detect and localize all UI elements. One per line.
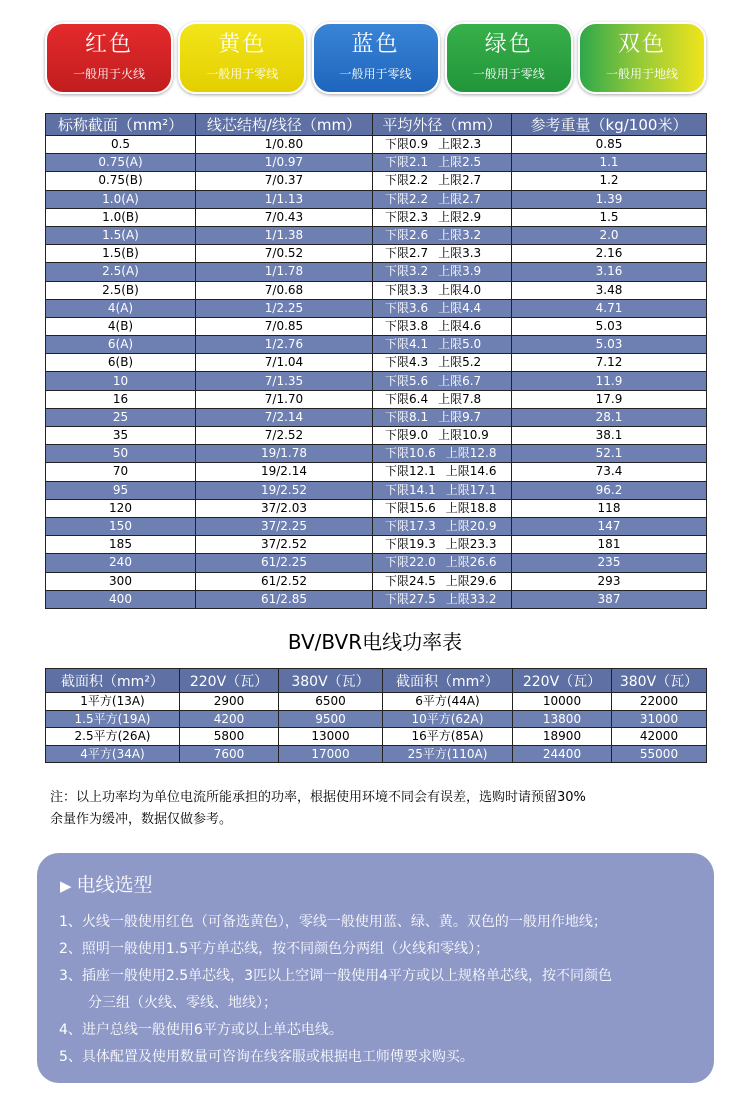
upper-limit: 上限4.4 — [438, 300, 482, 315]
cell-structure: 1/1.78 — [196, 263, 373, 281]
cell-weight: 147 — [512, 517, 707, 535]
cell-section: 120 — [46, 499, 196, 517]
cell-section: 4(A) — [46, 299, 196, 317]
color-card-blue — [312, 22, 440, 94]
table-row — [46, 317, 707, 335]
cell-weight: 3.16 — [512, 263, 707, 281]
table-row — [46, 517, 707, 535]
cell-outer-diameter — [373, 245, 512, 263]
cell-weight: 293 — [512, 572, 707, 590]
cell-outer-diameter — [373, 299, 512, 317]
header-weight: 参考重量（kg/100米） — [512, 114, 707, 136]
cell-weight: 4.71 — [512, 299, 707, 317]
cell-structure: 7/1.04 — [196, 354, 373, 372]
table-row — [46, 408, 707, 426]
upper-limit: 上限5.2 — [438, 355, 482, 370]
cell-structure: 19/2.14 — [196, 463, 373, 481]
cell-structure: 7/1.70 — [196, 390, 373, 408]
upper-limit: 上限2.9 — [438, 209, 482, 224]
lower-limit: 下限12.1 — [385, 464, 436, 479]
table-row — [46, 281, 707, 299]
table-row — [46, 536, 707, 554]
upper-limit: 上限23.3 — [445, 537, 497, 552]
cell-section: 2.5(A) — [46, 263, 196, 281]
cell-structure: 61/2.52 — [196, 572, 373, 590]
table-row — [46, 728, 707, 746]
upper-limit: 上限2.7 — [438, 191, 482, 206]
header-outer-diameter: 平均外径（mm） — [373, 114, 512, 136]
cell-area: 16平方(85A) — [383, 728, 513, 746]
power-table-body — [46, 693, 707, 763]
cell-weight: 5.03 — [512, 336, 707, 354]
cell-structure: 7/0.68 — [196, 281, 373, 299]
header-section: 标称截面（mm²） — [46, 114, 196, 136]
table-row — [46, 693, 707, 711]
cell-structure: 1/2.25 — [196, 299, 373, 317]
lower-limit: 下限27.5 — [385, 591, 436, 606]
color-usage: 一般用于零线 — [206, 67, 279, 81]
table-row — [46, 136, 707, 154]
cell-outer-diameter — [373, 390, 512, 408]
lower-limit: 下限19.3 — [385, 537, 436, 552]
upper-limit: 上限14.6 — [445, 464, 497, 479]
lower-limit: 下限2.7 — [385, 246, 429, 261]
upper-limit: 上限33.2 — [445, 591, 497, 606]
table-row — [46, 208, 707, 226]
upper-limit: 上限4.6 — [438, 318, 482, 333]
color-usage: 一般用于零线 — [339, 67, 412, 81]
header-area-left: 截面积（mm²） — [46, 669, 180, 693]
cell-structure: 7/0.85 — [196, 317, 373, 335]
cell-220v: 24400 — [513, 745, 612, 763]
spec-table-body — [46, 136, 707, 609]
cell-section: 1.0(B) — [46, 208, 196, 226]
cell-structure: 1/1.38 — [196, 226, 373, 244]
table-row — [46, 245, 707, 263]
wire-selection-panel — [37, 853, 714, 1083]
cell-380v: 31000 — [612, 710, 707, 728]
cell-outer-diameter — [373, 481, 512, 499]
power-table-title: BV/BVR电线功率表 — [287, 630, 463, 654]
header-structure: 线芯结构/线径（mm） — [196, 114, 373, 136]
upper-limit: 上限3.3 — [438, 246, 482, 261]
power-table-header — [46, 669, 707, 693]
cell-structure: 19/2.52 — [196, 481, 373, 499]
wire-color-legend — [45, 22, 706, 94]
cell-outer-diameter — [373, 336, 512, 354]
note-line: 注：以上功率均为单位电流所能承担的功率，根据使用环境不同会有误差，选购时请预留30% — [50, 790, 586, 805]
color-name: 红色 — [84, 32, 133, 57]
header-220v-right: 220V（瓦） — [513, 669, 612, 693]
lower-limit: 下限6.4 — [385, 391, 429, 406]
cell-section: 35 — [46, 427, 196, 445]
cell-weight: 28.1 — [512, 408, 707, 426]
cell-section: 6(B) — [46, 354, 196, 372]
cell-outer-diameter — [373, 154, 512, 172]
cell-section: 240 — [46, 554, 196, 572]
cell-380v: 13000 — [279, 728, 383, 746]
upper-limit: 上限2.3 — [438, 137, 482, 152]
lower-limit: 下限3.6 — [385, 300, 429, 315]
table-row — [46, 445, 707, 463]
cell-outer-diameter — [373, 190, 512, 208]
cell-380v: 6500 — [279, 693, 383, 711]
panel-heading — [60, 870, 153, 897]
cell-weight: 2.16 — [512, 245, 707, 263]
header-380v-right: 380V（瓦） — [612, 669, 707, 693]
cell-weight: 11.9 — [512, 372, 707, 390]
cell-380v: 42000 — [612, 728, 707, 746]
cell-structure: 7/1.35 — [196, 372, 373, 390]
lower-limit: 下限2.1 — [385, 155, 429, 170]
list-item: 4、进户总线一般使用6平方或以上单芯电线。 — [59, 1022, 343, 1038]
cell-area: 6平方(44A) — [383, 693, 513, 711]
upper-limit: 上限20.9 — [445, 519, 497, 534]
color-card-yellow — [178, 22, 306, 94]
list-item: 1、火线一般使用红色（可备选黄色），零线一般使用蓝、绿、黄。双色的一般用作地线； — [59, 914, 607, 930]
lower-limit: 下限2.3 — [385, 209, 429, 224]
cell-area: 4平方(34A) — [46, 745, 180, 763]
table-row — [46, 499, 707, 517]
color-usage: 一般用于地线 — [605, 67, 678, 81]
table-row — [46, 336, 707, 354]
spec-table-header — [46, 114, 707, 136]
cell-outer-diameter — [373, 445, 512, 463]
cell-weight: 1.5 — [512, 208, 707, 226]
cell-220v: 18900 — [513, 728, 612, 746]
cell-structure: 7/0.52 — [196, 245, 373, 263]
cell-section: 95 — [46, 481, 196, 499]
cell-weight: 1.2 — [512, 172, 707, 190]
lower-limit: 下限4.1 — [385, 337, 429, 352]
color-name: 蓝色 — [351, 32, 400, 57]
list-item: 分三组（火线、零线、地线）； — [88, 995, 277, 1011]
cell-structure: 37/2.52 — [196, 536, 373, 554]
upper-limit: 上限9.7 — [438, 409, 482, 424]
cell-outer-diameter — [373, 136, 512, 154]
upper-limit: 上限2.5 — [438, 155, 482, 170]
cell-area: 25平方(110A) — [383, 745, 513, 763]
cell-weight: 387 — [512, 590, 707, 608]
cell-380v: 55000 — [612, 745, 707, 763]
cell-area: 1.5平方(19A) — [46, 710, 180, 728]
cell-weight: 38.1 — [512, 427, 707, 445]
cell-area: 1平方(13A) — [46, 693, 180, 711]
color-name: 绿色 — [484, 32, 533, 57]
cell-220v: 5800 — [180, 728, 279, 746]
table-row — [46, 572, 707, 590]
cell-220v: 13800 — [513, 710, 612, 728]
upper-limit: 上限3.2 — [438, 228, 482, 243]
cell-outer-diameter — [373, 281, 512, 299]
upper-limit: 上限10.9 — [438, 428, 489, 443]
cell-weight: 235 — [512, 554, 707, 572]
lower-limit: 下限0.9 — [385, 137, 429, 152]
cell-weight: 2.0 — [512, 226, 707, 244]
table-row — [46, 190, 707, 208]
cell-weight: 3.48 — [512, 281, 707, 299]
color-usage: 一般用于零线 — [472, 67, 545, 81]
cell-outer-diameter — [373, 408, 512, 426]
cell-structure: 1/0.97 — [196, 154, 373, 172]
cell-structure: 7/0.43 — [196, 208, 373, 226]
upper-limit: 上限26.6 — [445, 555, 497, 570]
cell-220v: 7600 — [180, 745, 279, 763]
cell-section: 70 — [46, 463, 196, 481]
table-row — [46, 390, 707, 408]
cell-section: 0.75(A) — [46, 154, 196, 172]
cell-weight: 5.03 — [512, 317, 707, 335]
cell-structure: 61/2.25 — [196, 554, 373, 572]
cell-outer-diameter — [373, 427, 512, 445]
cell-weight: 118 — [512, 499, 707, 517]
cell-structure: 19/1.78 — [196, 445, 373, 463]
upper-limit: 上限17.1 — [445, 482, 497, 497]
upper-limit: 上限12.8 — [445, 446, 497, 461]
selection-list — [59, 909, 704, 1071]
lower-limit: 下限15.6 — [385, 500, 436, 515]
cell-section: 150 — [46, 517, 196, 535]
cell-weight: 73.4 — [512, 463, 707, 481]
cell-outer-diameter — [373, 354, 512, 372]
upper-limit: 上限5.0 — [438, 337, 482, 352]
cell-380v: 17000 — [279, 745, 383, 763]
cell-220v: 4200 — [180, 710, 279, 728]
lower-limit: 下限9.0 — [385, 428, 429, 443]
upper-limit: 上限2.7 — [438, 173, 482, 188]
cell-weight: 96.2 — [512, 481, 707, 499]
header-area-right: 截面积（mm²） — [383, 669, 513, 693]
cell-section: 1.0(A) — [46, 190, 196, 208]
lower-limit: 下限5.6 — [385, 373, 429, 388]
header-220v-left: 220V（瓦） — [180, 669, 279, 693]
cell-structure: 1/0.80 — [196, 136, 373, 154]
lower-limit: 下限2.2 — [385, 191, 429, 206]
power-note — [50, 787, 710, 831]
table-row — [46, 154, 707, 172]
cell-outer-diameter — [373, 463, 512, 481]
lower-limit: 下限2.2 — [385, 173, 429, 188]
cell-area: 2.5平方(26A) — [46, 728, 180, 746]
upper-limit: 上限3.9 — [438, 264, 482, 279]
cell-380v: 22000 — [612, 693, 707, 711]
lower-limit: 下限4.3 — [385, 355, 429, 370]
cell-weight: 181 — [512, 536, 707, 554]
cell-weight: 0.85 — [512, 136, 707, 154]
cell-outer-diameter — [373, 226, 512, 244]
cell-structure: 61/2.85 — [196, 590, 373, 608]
cell-weight: 52.1 — [512, 445, 707, 463]
cell-section: 10 — [46, 372, 196, 390]
lower-limit: 下限22.0 — [385, 555, 436, 570]
table-row — [46, 372, 707, 390]
cell-outer-diameter — [373, 372, 512, 390]
cell-structure: 1/1.13 — [196, 190, 373, 208]
color-card-green — [445, 22, 573, 94]
color-card-red — [45, 22, 173, 94]
panel-title: 电线选型 — [76, 874, 153, 896]
cell-outer-diameter — [373, 208, 512, 226]
color-usage: 一般用于火线 — [72, 67, 145, 81]
list-item: 5、具体配置及使用数量可咨询在线客服或根据电工师傅要求购买。 — [59, 1049, 474, 1065]
table-row — [46, 427, 707, 445]
cell-220v: 10000 — [513, 693, 612, 711]
cell-section: 0.75(B) — [46, 172, 196, 190]
upper-limit: 上限18.8 — [445, 500, 497, 515]
cell-structure: 7/2.14 — [196, 408, 373, 426]
table-row — [46, 299, 707, 317]
cell-outer-diameter — [373, 572, 512, 590]
cell-outer-diameter — [373, 536, 512, 554]
cell-outer-diameter — [373, 554, 512, 572]
table-row — [46, 172, 707, 190]
cell-section: 0.5 — [46, 136, 196, 154]
power-table — [45, 668, 707, 763]
upper-limit: 上限4.0 — [438, 282, 482, 297]
cell-section: 50 — [46, 445, 196, 463]
table-row — [46, 263, 707, 281]
lower-limit: 下限3.2 — [385, 264, 429, 279]
cell-weight: 1.1 — [512, 154, 707, 172]
header-380v-left: 380V（瓦） — [279, 669, 383, 693]
list-item: 3、插座一般使用2.5单芯线，3匹以上空调一般使用4平方或以上规格单芯线，按不同颜色 — [59, 968, 612, 984]
lower-limit: 下限24.5 — [385, 573, 436, 588]
cell-outer-diameter — [373, 172, 512, 190]
upper-limit: 上限6.7 — [438, 373, 482, 388]
cell-section: 1.5(A) — [46, 226, 196, 244]
cell-220v: 2900 — [180, 693, 279, 711]
table-row — [46, 354, 707, 372]
cell-section: 4(B) — [46, 317, 196, 335]
table-row — [46, 745, 707, 763]
cell-outer-diameter — [373, 590, 512, 608]
cell-weight: 17.9 — [512, 390, 707, 408]
wire-spec-table — [45, 113, 707, 609]
cell-outer-diameter — [373, 317, 512, 335]
lower-limit: 下限14.1 — [385, 482, 436, 497]
cell-outer-diameter — [373, 263, 512, 281]
cell-weight: 7.12 — [512, 354, 707, 372]
cell-section: 1.5(B) — [46, 245, 196, 263]
table-row — [46, 554, 707, 572]
cell-structure: 37/2.25 — [196, 517, 373, 535]
color-card-dual — [578, 22, 706, 94]
table-row — [46, 710, 707, 728]
cell-section: 300 — [46, 572, 196, 590]
note-line: 余量作为缓冲，数据仅做参考。 — [50, 812, 233, 827]
cell-structure: 7/2.52 — [196, 427, 373, 445]
lower-limit: 下限10.6 — [385, 446, 436, 461]
cell-structure: 7/0.37 — [196, 172, 373, 190]
triangle-right-icon: ▶ — [60, 877, 72, 895]
cell-section: 25 — [46, 408, 196, 426]
lower-limit: 下限2.6 — [385, 228, 429, 243]
cell-380v: 9500 — [279, 710, 383, 728]
table-row — [46, 226, 707, 244]
cell-section: 16 — [46, 390, 196, 408]
lower-limit: 下限3.8 — [385, 318, 429, 333]
cell-weight: 1.39 — [512, 190, 707, 208]
lower-limit: 下限8.1 — [385, 409, 429, 424]
cell-outer-diameter — [373, 499, 512, 517]
table-row — [46, 481, 707, 499]
cell-section: 400 — [46, 590, 196, 608]
cell-section: 185 — [46, 536, 196, 554]
cell-section: 6(A) — [46, 336, 196, 354]
cell-section: 2.5(B) — [46, 281, 196, 299]
upper-limit: 上限29.6 — [445, 573, 497, 588]
cell-area: 10平方(62A) — [383, 710, 513, 728]
color-name: 黄色 — [218, 32, 267, 57]
table-row — [46, 463, 707, 481]
lower-limit: 下限17.3 — [385, 519, 436, 534]
list-item: 2、照明一般使用1.5平方单芯线，按不同颜色分两组（火线和零线）； — [59, 941, 490, 957]
cell-structure: 37/2.03 — [196, 499, 373, 517]
color-name: 双色 — [617, 32, 666, 57]
cell-outer-diameter — [373, 517, 512, 535]
upper-limit: 上限7.8 — [438, 391, 482, 406]
table-row — [46, 590, 707, 608]
lower-limit: 下限3.3 — [385, 282, 429, 297]
cell-structure: 1/2.76 — [196, 336, 373, 354]
